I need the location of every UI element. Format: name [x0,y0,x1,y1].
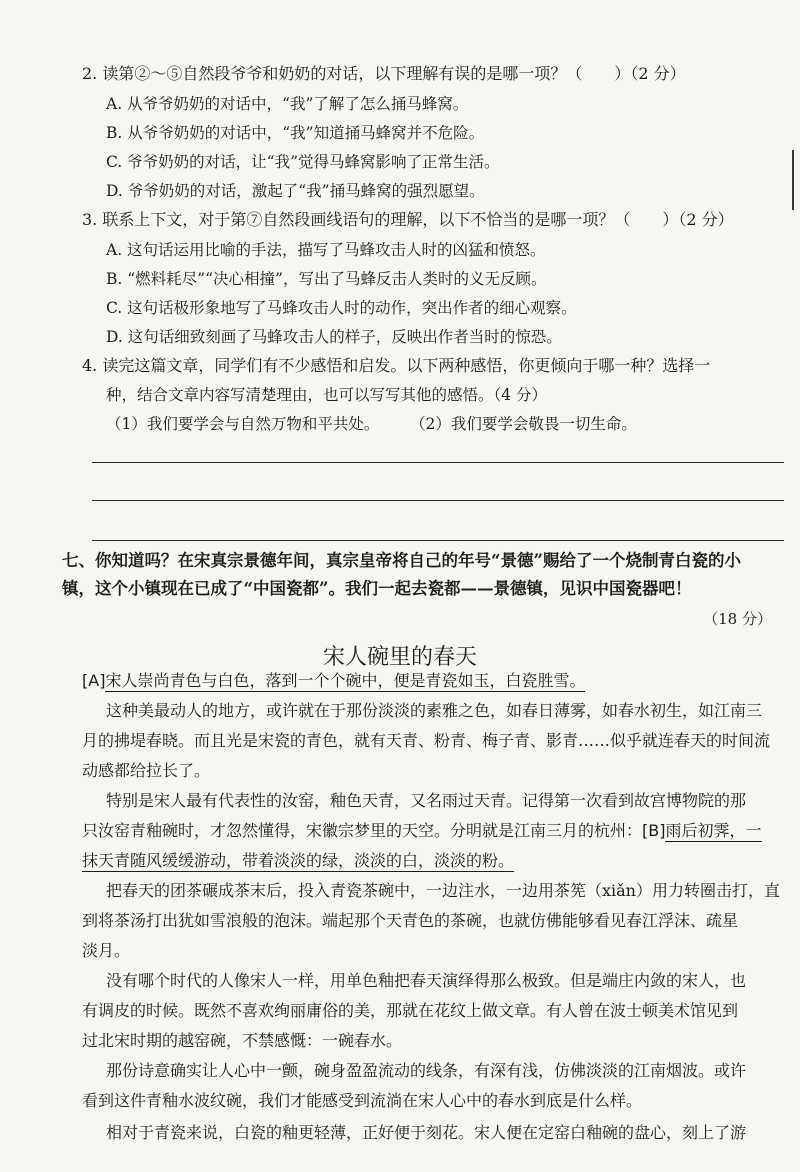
question-3-stem: 3. 联系上下文，对于第⑦自然段画线语句的理解，以下不恰当的是哪一项？（ ）（2 分） [82,210,734,229]
paragraph-4-line-2: 到将茶汤打出犹如雪浪般的泡沫。端起那个天青色的茶碗，也就仿佛能够看见春江浮沫、疏星 [82,911,739,930]
paragraph-7-line-1: 相对于青瓷来说，白瓷的釉更轻薄，正好便于刻花。宋人便在定窑白釉碗的盘心，刻上了游 [106,1123,747,1142]
q3-option-a: A. 这句话运用比喻的手法，描写了马蜂攻击人时的凶猛和愤怒。 [106,241,546,259]
answer-line-3[interactable] [92,540,784,541]
underlined-sentence-b-part1: 雨后初霁，一 [665,821,762,840]
scan-edge-mark [792,150,794,210]
q2-option-a: A. 从爷爷奶奶的对话中，“我”了解了怎么捅马蜂窝。 [106,95,469,113]
q2-option-b: B. 从爷爷奶奶的对话中，“我”知道捅马蜂窝并不危险。 [106,124,485,142]
question-2-stem: 2. 读第②～⑤自然段爷爷和奶奶的对话，以下理解有误的是哪一项？（ ）（2 分） [82,64,686,83]
q2-option-c: C. 爷爷奶奶的对话，让“我”觉得马蜂窝影响了正常生活。 [106,153,500,171]
section-7-intro-line2: 镇，这个小镇现在已成了“中国瓷都”。我们一起去瓷都——景德镇，见识中国瓷器吧！ [62,579,692,598]
article-title: 宋人碗里的春天 [322,645,477,670]
paragraph-5-line-2: 有调皮的时候。既然不喜欢绚丽庸俗的美，那就在花纹上做文章。有人曾在波士顿美术馆见到 [82,1001,739,1020]
q3-option-d: D. 这句话细致刻画了马蜂攻击人的样子，反映出作者当时的惊恐。 [106,328,562,346]
paragraph-6-line-2: 看到这件青釉水波纹碗，我们才能感受到流淌在宋人心中的春水到底是什么样。 [82,1091,643,1110]
q4-choice-2: （2）我们要学会敬畏一切生命。 [410,415,637,433]
q3-option-b: B. “燃料耗尽”“决心相撞”，写出了马蜂反击人类时的义无反顾。 [106,270,547,288]
paragraph-4-line-3: 淡月。 [82,941,131,960]
paragraph-a [82,670,585,692]
paragraph-5-line-3: 过北宋时期的越窑碗，不禁感慨：一碗春水。 [82,1031,403,1050]
answer-line-1[interactable] [92,462,784,463]
label-a: [A] [82,671,106,690]
paragraph-2-line-3: 动感都给拉长了。 [82,761,211,780]
question-4-stem-line1: 4. 读完这篇文章，同学们有不少感悟和启发。以下两种感悟，你更倾向于哪一种？选择一 [82,356,711,375]
paragraph-3-line-3 [82,850,514,872]
paragraph-6-line-1: 那份诗意确实让人心中一颤，碗身盈盈流动的线条，有深有浅，仿佛淡淡的江南烟波。或许 [106,1061,747,1080]
q4-choice-1: （1）我们要学会与自然万物和平共处。 [106,415,380,433]
underlined-sentence-a: 宋人崇尚青色与白色，落到一个个碗中，便是青瓷如玉，白瓷胜雪。 [105,671,586,690]
section-7-score: （18 分） [703,610,772,628]
question-4-stem-line2: 种，结合文章内容写清楚理由，也可以写写其他的感悟。（4 分） [106,386,548,404]
q2-option-d: D. 爷爷奶奶的对话，激起了“我”捅马蜂窝的强烈愿望。 [106,182,485,200]
q3-option-c: C. 这句话极形象地写了马蜂攻击人时的动作，突出作者的细心观察。 [106,299,577,317]
answer-line-2[interactable] [92,500,784,501]
label-b: [B] [642,821,666,840]
paragraph-3-line-2 [82,820,762,842]
paragraph-5-line-1: 没有哪个时代的人像宋人一样，用单色釉把春天演绎得那么极致。但是端庄内敛的宋人，也 [106,971,747,990]
paragraph-2-line-2: 月的拂堤春晓。而且光是宋瓷的青色，就有天青、粉青、梅子青、影青……似乎就连春天的时间流 [82,731,771,750]
section-7-intro-line1: 七、你知道吗？在宋真宗景德年间，真宗皇帝将自己的年号“景德”赐给了一个烧制青白瓷的小 [62,551,741,570]
underlined-sentence-b-part2: 抹天青随风缓缓游动，带着淡淡的绿，淡淡的白，淡淡的粉。 [82,851,515,870]
paragraph-4-line-1: 把春天的团茶碾成茶末后，投入青瓷茶碗中，一边注水，一边用茶筅（xiǎn）用力转圈击打，直 [106,881,780,900]
paragraph-3-line-2-text: 只汝窑青釉碗时，才忽然懂得，宋徽宗梦里的天空。分明就是江南三月的杭州： [82,821,643,840]
paragraph-3-line-1: 特别是宋人最有代表性的汝窑，釉色天青，又名雨过天青。记得第一次看到故宫博物院的那 [106,791,747,810]
paragraph-2-line-1: 这种美最动人的地方，或许就在于那份淡淡的素雅之色，如春日薄雾，如春水初生，如江南三 [106,701,763,720]
